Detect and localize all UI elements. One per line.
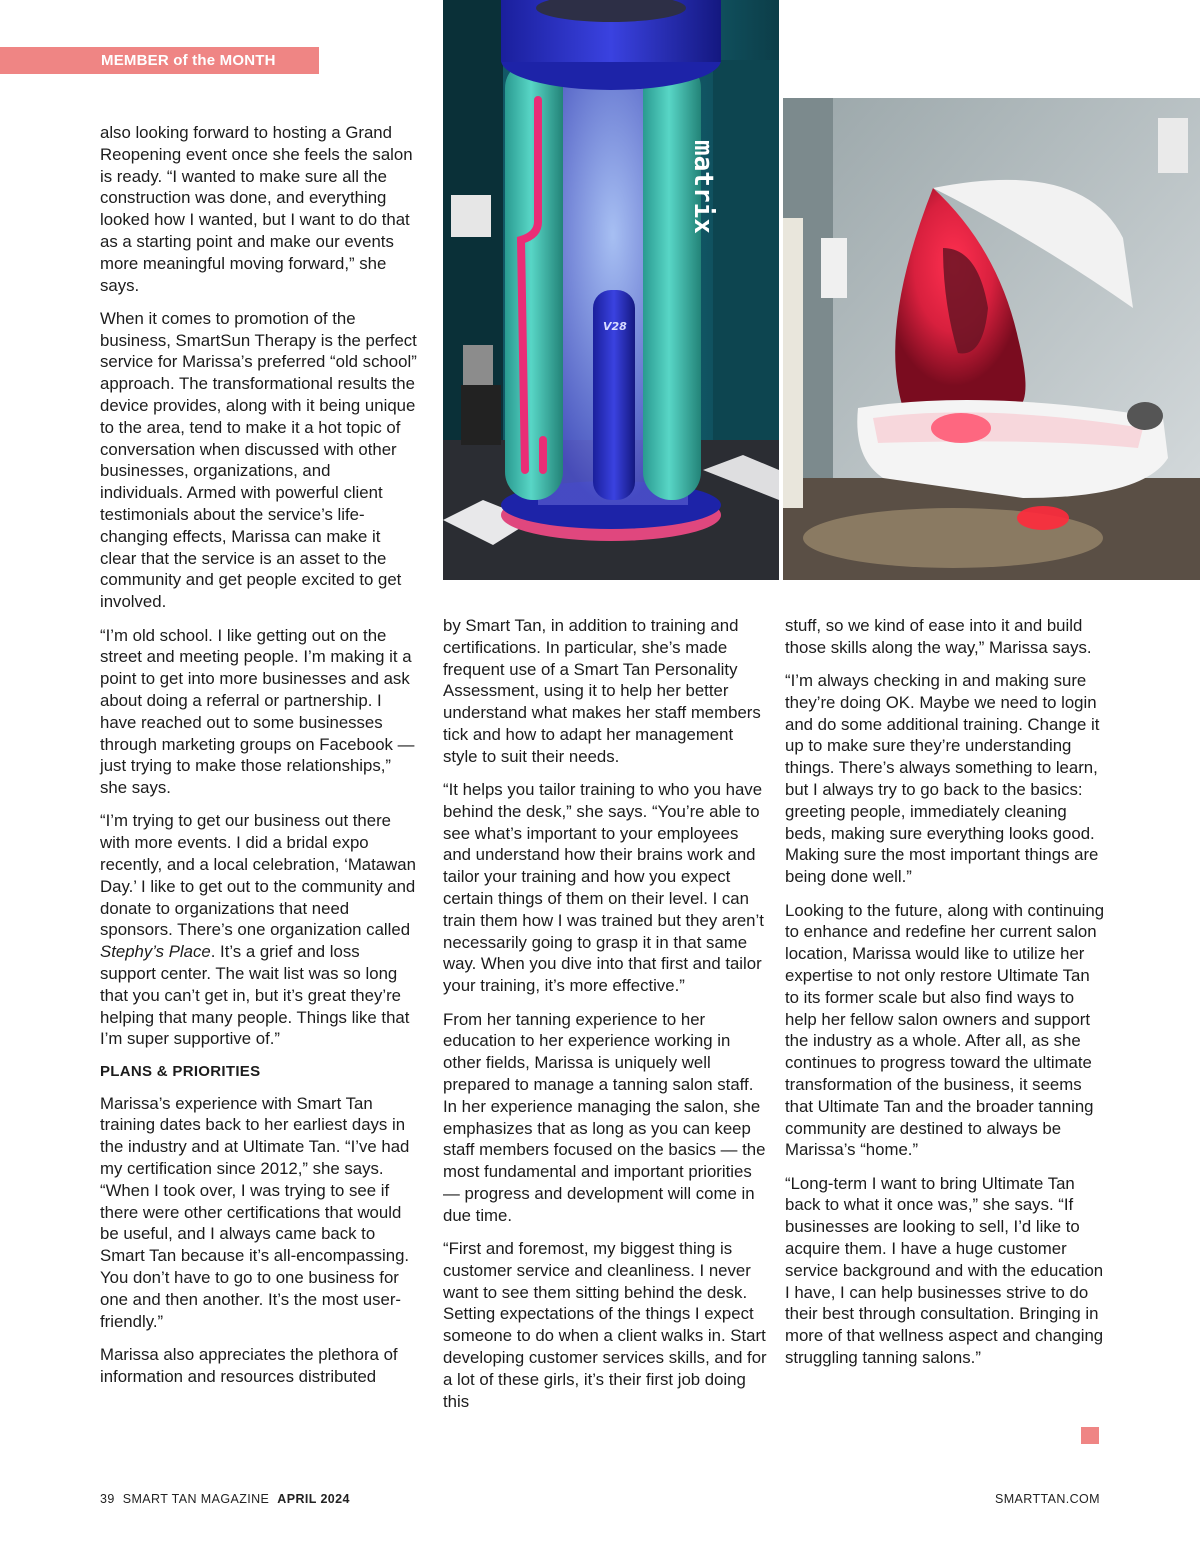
paragraph: “First and foremost, my biggest thing is customer service and cleanliness. I never want to see them sitting behind the desk. Setting expectations of the things I expect someone to do when a client walks in. Start developing customer services skills, and for a lot of these girls, it’s their first job doing this xyxy=(443,1239,767,1411)
footer-website: SMARTTAN.COM xyxy=(994,1492,1100,1506)
paragraph xyxy=(100,810,418,1050)
paragraph: Marissa also appreciates the plethora of information and resources distributed xyxy=(100,1344,398,1386)
tanning-booth-illustration xyxy=(443,0,779,580)
paragraph: From her tanning experience to her education to her experience working in other fields, Marissa is uniquely well prepared to manage a tanning salon staff. In her experience managing the salon, she emphasizes that as long as you can keep staff members focused on the basics — the most fundamental and important priorities — progress and development will come in due time. xyxy=(443,1009,766,1225)
paragraph: also looking forward to hosting a Grand Reopening event once she feels the salon is ready. “I wanted to make sure all the construction was done, and everything looked how I wanted, but I want to do that as a starting point and make our events more meaningful moving forward,” she says. xyxy=(100,123,413,295)
paragraph: “Long-term I want to bring Ultimate Tan back to what it once was,” she says. “If businesses are looking to sell, I’d like to acquire them. I have a huge customer service background and with the education I have, I can help businesses strive to do their best through consultation. Bringing in more of that wellness aspect and changing struggling tanning salons.” xyxy=(785,1173,1104,1367)
photo-tanning-booth xyxy=(443,0,779,580)
light-pod-illustration xyxy=(783,98,1200,580)
paragraph: “I’m old school. I like getting out on the street and meeting people. I’m making it a point to get into more businesses and ask about doing a referral or partnership. I have reached out to some businesses through marketing groups on Facebook — just trying to make those relationships,” she says. xyxy=(100,625,415,798)
organization-name: Stephy’s Place xyxy=(100,942,211,962)
issue-date: APRIL 2024 xyxy=(277,1492,350,1506)
page-number: 39 xyxy=(100,1492,115,1506)
paragraph: Looking to the future, along with continuing to enhance and redefine her current salon location, Marissa would like to utilize her expertise to not only restore Ultimate Tan to its former scale but also find ways to help her fellow salon owners and support the industry as a whole. After all, as she continues to progress toward the ultimate transformation of the business, it seems that Ultimate Tan and the broader tanning community are destined to always be Marissa’s “home.” xyxy=(785,900,1105,1160)
paragraph: stuff, so we kind of ease into it and build those skills along the way,” Marissa says. xyxy=(785,616,1092,657)
footer-left xyxy=(100,1492,350,1506)
booth-brand-text: matrix xyxy=(688,140,718,234)
booth-model-text: V28 xyxy=(603,320,627,333)
section-heading: PLANS & PRIORITIES xyxy=(100,1062,261,1080)
paragraph-text: . It’s a grief and loss support center. The wait list was so long that you can’t get in, but it’s great they’re helping that many people. Things like that I’m super supportive of.” xyxy=(100,942,410,1049)
paragraph: “It helps you tailor training to who you have behind the desk,” she says. “You’re able to see what’s important to your employees and understand how their brains work and tailor your training and how you expect certain things of them on their level. I can train them how I was trained but they aren’t necessarily going to grasp it in that same way. When you dive into that first and tailor your training, it’s more effective.” xyxy=(443,780,764,996)
paragraph: When it comes to promotion of the business, SmartSun Therapy is the perfect service for Marissa’s preferred “old school” approach. The transformational results the device provides, along with it being unique to the area, tend to make it a hot topic of conversation when discussed with other businesses, organizations, and individuals. Armed with powerful client testimonials about the service’s life-changing effects, Marissa can make it clear that the service is an asset to the community and get people excited to get involved. xyxy=(100,308,417,612)
section-tag: MEMBER of the MONTH xyxy=(0,47,319,74)
article-column-3 xyxy=(785,615,1105,1380)
paragraph: by Smart Tan, in addition to training and certifications. In particular, she’s made frequent use of a Smart Tan Personality Assessment, using it to help her better understand what makes her staff members tick and how to adapt her management style to suit their needs. xyxy=(443,616,761,766)
article-column-2 xyxy=(443,615,768,1424)
magazine-name: SMART TAN MAGAZINE xyxy=(122,1492,270,1506)
paragraph: Marissa’s experience with Smart Tan training dates back to her earliest days in the industry and at Ultimate Tan. “I’ve had my certification since 2012,” she says. “When I took over, I was trying to see if there were other certifications that would be useful, and I always came back to Smart Tan because it’s all-encompassing. You don’t have to go to one business for one and then another. It’s the most user-friendly.” xyxy=(100,1093,410,1331)
article-end-mark xyxy=(1081,1427,1099,1444)
paragraph-text: “I’m trying to get our business out there with more events. I did a bridal expo recently, and a local celebration, ‘Matawan Day.’ I like to get out to the community and donate to organizations that need sponsors. There’s one organization called xyxy=(100,811,416,940)
article-column-1 xyxy=(100,122,418,1399)
paragraph: “I’m always checking in and making sure they’re doing OK. Maybe we need to login and do some additional training. Change it up to make sure they’re understanding things. There’s always something to learn, but I always try to go back to the basics: greeting people, immediately cleaning beds, making sure everything looks good. Making sure the most important things are being done well.” xyxy=(785,671,1100,887)
photo-light-therapy-pod xyxy=(783,98,1200,580)
